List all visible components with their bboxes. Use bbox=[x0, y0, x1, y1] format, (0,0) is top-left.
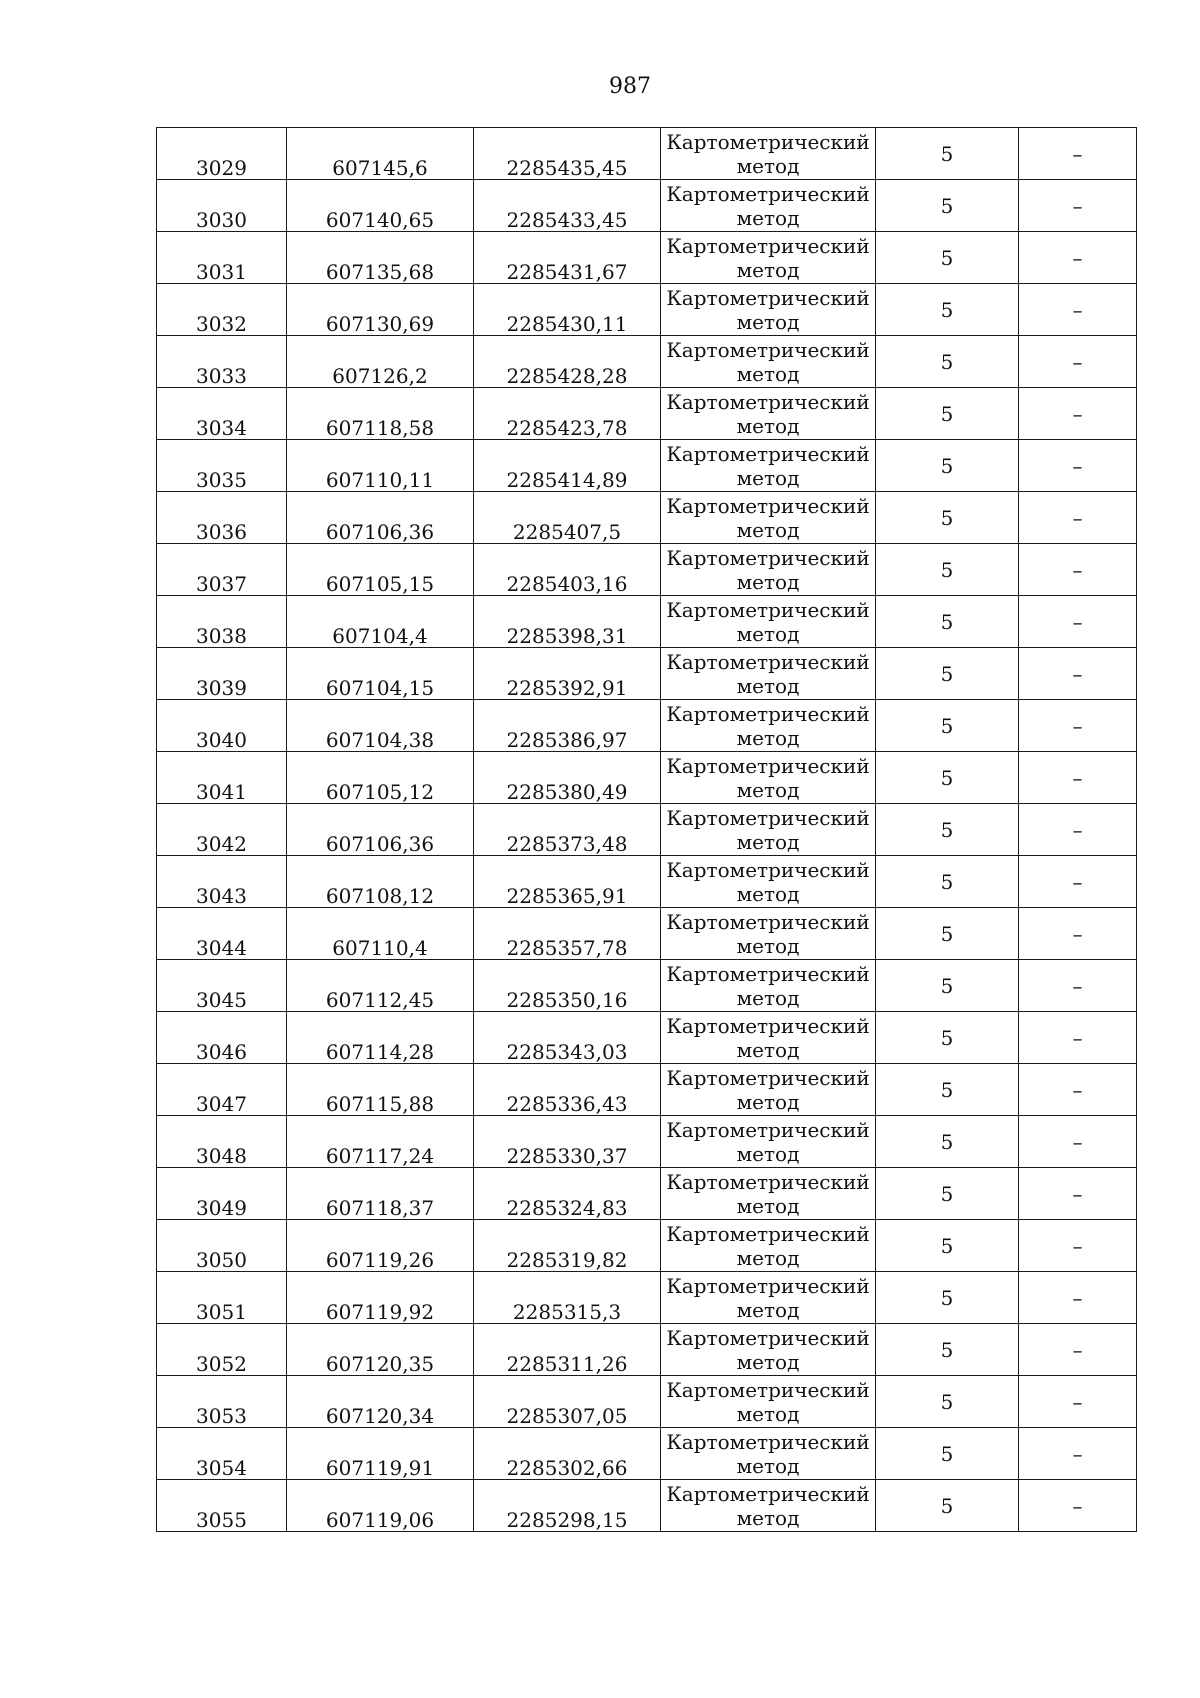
y-coordinate-cell: 2285324,83 bbox=[474, 1168, 661, 1220]
x-coordinate-cell: 607118,37 bbox=[287, 1168, 474, 1220]
accuracy-cell: 5 bbox=[876, 648, 1019, 700]
table-row bbox=[157, 1064, 1137, 1116]
method-line-2: метод bbox=[736, 985, 800, 1010]
method-line-1: Картометрический bbox=[666, 597, 870, 622]
description-cell: – bbox=[1019, 1272, 1137, 1324]
y-coordinate-cell: 2285428,28 bbox=[474, 336, 661, 388]
x-coordinate-cell: 607140,65 bbox=[287, 180, 474, 232]
y-coordinate-cell: 2285365,91 bbox=[474, 856, 661, 908]
table-row bbox=[157, 180, 1137, 232]
method-line-2: метод bbox=[736, 673, 800, 698]
point-number-cell: 3036 bbox=[157, 492, 287, 544]
x-coordinate-cell: 607119,92 bbox=[287, 1272, 474, 1324]
x-coordinate-cell: 607120,35 bbox=[287, 1324, 474, 1376]
method-line-1: Картометрический bbox=[666, 545, 870, 570]
accuracy-cell: 5 bbox=[876, 1064, 1019, 1116]
x-coordinate-cell: 607106,36 bbox=[287, 804, 474, 856]
description-cell: – bbox=[1019, 1480, 1137, 1532]
method-line-2: метод bbox=[736, 1089, 800, 1114]
table-row bbox=[157, 440, 1137, 492]
x-coordinate-cell: 607105,12 bbox=[287, 752, 474, 804]
method-line-2: метод bbox=[736, 1037, 800, 1062]
accuracy-cell: 5 bbox=[876, 1168, 1019, 1220]
x-coordinate-cell: 607135,68 bbox=[287, 232, 474, 284]
method-cell bbox=[661, 336, 876, 388]
table-row bbox=[157, 232, 1137, 284]
method-cell bbox=[661, 180, 876, 232]
table-row bbox=[157, 856, 1137, 908]
y-coordinate-cell: 2285302,66 bbox=[474, 1428, 661, 1480]
accuracy-cell: 5 bbox=[876, 804, 1019, 856]
table-row bbox=[157, 1220, 1137, 1272]
method-line-1: Картометрический bbox=[666, 337, 870, 362]
point-number-cell: 3041 bbox=[157, 752, 287, 804]
description-cell: – bbox=[1019, 804, 1137, 856]
method-line-1: Картометрический bbox=[666, 805, 870, 830]
x-coordinate-cell: 607117,24 bbox=[287, 1116, 474, 1168]
y-coordinate-cell: 2285386,97 bbox=[474, 700, 661, 752]
method-cell bbox=[661, 388, 876, 440]
y-coordinate-cell: 2285430,11 bbox=[474, 284, 661, 336]
y-coordinate-cell: 2285407,5 bbox=[474, 492, 661, 544]
accuracy-cell: 5 bbox=[876, 180, 1019, 232]
method-line-1: Картометрический bbox=[666, 857, 870, 882]
method-line-2: метод bbox=[736, 829, 800, 854]
y-coordinate-cell: 2285398,31 bbox=[474, 596, 661, 648]
accuracy-cell: 5 bbox=[876, 1220, 1019, 1272]
description-cell: – bbox=[1019, 128, 1137, 180]
accuracy-cell: 5 bbox=[876, 232, 1019, 284]
description-cell: – bbox=[1019, 856, 1137, 908]
accuracy-cell: 5 bbox=[876, 1116, 1019, 1168]
table-row bbox=[157, 804, 1137, 856]
description-cell: – bbox=[1019, 544, 1137, 596]
point-number-cell: 3037 bbox=[157, 544, 287, 596]
method-cell bbox=[661, 284, 876, 336]
description-cell: – bbox=[1019, 1376, 1137, 1428]
x-coordinate-cell: 607119,26 bbox=[287, 1220, 474, 1272]
table-row bbox=[157, 388, 1137, 440]
x-coordinate-cell: 607130,69 bbox=[287, 284, 474, 336]
accuracy-cell: 5 bbox=[876, 1012, 1019, 1064]
y-coordinate-cell: 2285431,67 bbox=[474, 232, 661, 284]
method-line-2: метод bbox=[736, 725, 800, 750]
table-row bbox=[157, 1272, 1137, 1324]
method-line-1: Картометрический bbox=[666, 1377, 870, 1402]
method-line-1: Картометрический bbox=[666, 233, 870, 258]
table-row bbox=[157, 284, 1137, 336]
method-cell bbox=[661, 960, 876, 1012]
y-coordinate-cell: 2285350,16 bbox=[474, 960, 661, 1012]
point-number-cell: 3045 bbox=[157, 960, 287, 1012]
accuracy-cell: 5 bbox=[876, 492, 1019, 544]
method-cell bbox=[661, 752, 876, 804]
method-line-2: метод bbox=[736, 933, 800, 958]
method-line-2: метод bbox=[736, 621, 800, 646]
table-row bbox=[157, 128, 1137, 180]
table-row bbox=[157, 908, 1137, 960]
method-line-1: Картометрический bbox=[666, 1429, 870, 1454]
description-cell: – bbox=[1019, 1116, 1137, 1168]
point-number-cell: 3033 bbox=[157, 336, 287, 388]
x-coordinate-cell: 607104,4 bbox=[287, 596, 474, 648]
method-line-2: метод bbox=[736, 465, 800, 490]
table-row bbox=[157, 1428, 1137, 1480]
x-coordinate-cell: 607104,15 bbox=[287, 648, 474, 700]
point-number-cell: 3034 bbox=[157, 388, 287, 440]
table-row bbox=[157, 1116, 1137, 1168]
method-cell bbox=[661, 1064, 876, 1116]
accuracy-cell: 5 bbox=[876, 128, 1019, 180]
method-line-2: метод bbox=[736, 413, 800, 438]
description-cell: – bbox=[1019, 180, 1137, 232]
table-row bbox=[157, 960, 1137, 1012]
y-coordinate-cell: 2285433,45 bbox=[474, 180, 661, 232]
x-coordinate-cell: 607119,06 bbox=[287, 1480, 474, 1532]
method-line-1: Картометрический bbox=[666, 441, 870, 466]
method-line-1: Картометрический bbox=[666, 1117, 870, 1142]
method-line-2: метод bbox=[736, 1453, 800, 1478]
y-coordinate-cell: 2285392,91 bbox=[474, 648, 661, 700]
method-cell bbox=[661, 1168, 876, 1220]
table-row bbox=[157, 1324, 1137, 1376]
accuracy-cell: 5 bbox=[876, 1480, 1019, 1532]
method-line-1: Картометрический bbox=[666, 753, 870, 778]
method-cell bbox=[661, 544, 876, 596]
point-number-cell: 3053 bbox=[157, 1376, 287, 1428]
table-row bbox=[157, 1376, 1137, 1428]
description-cell: – bbox=[1019, 1324, 1137, 1376]
y-coordinate-cell: 2285315,3 bbox=[474, 1272, 661, 1324]
y-coordinate-cell: 2285423,78 bbox=[474, 388, 661, 440]
accuracy-cell: 5 bbox=[876, 856, 1019, 908]
method-cell bbox=[661, 128, 876, 180]
point-number-cell: 3047 bbox=[157, 1064, 287, 1116]
method-cell bbox=[661, 700, 876, 752]
table-row bbox=[157, 1012, 1137, 1064]
y-coordinate-cell: 2285311,26 bbox=[474, 1324, 661, 1376]
y-coordinate-cell: 2285330,37 bbox=[474, 1116, 661, 1168]
method-cell bbox=[661, 1220, 876, 1272]
description-cell: – bbox=[1019, 596, 1137, 648]
x-coordinate-cell: 607104,38 bbox=[287, 700, 474, 752]
table-row bbox=[157, 492, 1137, 544]
method-line-1: Картометрический bbox=[666, 1481, 870, 1506]
accuracy-cell: 5 bbox=[876, 284, 1019, 336]
description-cell: – bbox=[1019, 336, 1137, 388]
point-number-cell: 3042 bbox=[157, 804, 287, 856]
method-line-1: Картометрический bbox=[666, 129, 870, 154]
accuracy-cell: 5 bbox=[876, 596, 1019, 648]
description-cell: – bbox=[1019, 700, 1137, 752]
table-row bbox=[157, 648, 1137, 700]
table-row bbox=[157, 700, 1137, 752]
coordinates-table bbox=[156, 127, 1137, 1532]
method-cell bbox=[661, 1116, 876, 1168]
y-coordinate-cell: 2285373,48 bbox=[474, 804, 661, 856]
table-row bbox=[157, 1480, 1137, 1532]
table-row bbox=[157, 752, 1137, 804]
method-cell bbox=[661, 648, 876, 700]
point-number-cell: 3032 bbox=[157, 284, 287, 336]
accuracy-cell: 5 bbox=[876, 336, 1019, 388]
description-cell: – bbox=[1019, 908, 1137, 960]
x-coordinate-cell: 607114,28 bbox=[287, 1012, 474, 1064]
point-number-cell: 3049 bbox=[157, 1168, 287, 1220]
y-coordinate-cell: 2285307,05 bbox=[474, 1376, 661, 1428]
method-cell bbox=[661, 908, 876, 960]
method-cell bbox=[661, 440, 876, 492]
method-cell bbox=[661, 1012, 876, 1064]
description-cell: – bbox=[1019, 1168, 1137, 1220]
point-number-cell: 3031 bbox=[157, 232, 287, 284]
description-cell: – bbox=[1019, 1012, 1137, 1064]
method-line-2: метод bbox=[736, 361, 800, 386]
method-line-2: метод bbox=[736, 517, 800, 542]
description-cell: – bbox=[1019, 960, 1137, 1012]
point-number-cell: 3052 bbox=[157, 1324, 287, 1376]
accuracy-cell: 5 bbox=[876, 388, 1019, 440]
method-cell bbox=[661, 1324, 876, 1376]
x-coordinate-cell: 607110,11 bbox=[287, 440, 474, 492]
point-number-cell: 3044 bbox=[157, 908, 287, 960]
table-row bbox=[157, 336, 1137, 388]
x-coordinate-cell: 607108,12 bbox=[287, 856, 474, 908]
x-coordinate-cell: 607145,6 bbox=[287, 128, 474, 180]
accuracy-cell: 5 bbox=[876, 440, 1019, 492]
method-line-1: Картометрический bbox=[666, 1325, 870, 1350]
method-line-2: метод bbox=[736, 1297, 800, 1322]
description-cell: – bbox=[1019, 1064, 1137, 1116]
method-line-2: метод bbox=[736, 1401, 800, 1426]
description-cell: – bbox=[1019, 440, 1137, 492]
method-line-2: метод bbox=[736, 205, 800, 230]
y-coordinate-cell: 2285414,89 bbox=[474, 440, 661, 492]
method-line-1: Картометрический bbox=[666, 389, 870, 414]
description-cell: – bbox=[1019, 232, 1137, 284]
accuracy-cell: 5 bbox=[876, 960, 1019, 1012]
accuracy-cell: 5 bbox=[876, 1376, 1019, 1428]
page-number: 987 bbox=[609, 74, 651, 99]
x-coordinate-cell: 607119,91 bbox=[287, 1428, 474, 1480]
point-number-cell: 3055 bbox=[157, 1480, 287, 1532]
point-number-cell: 3038 bbox=[157, 596, 287, 648]
table-row bbox=[157, 1168, 1137, 1220]
description-cell: – bbox=[1019, 388, 1137, 440]
method-line-2: метод bbox=[736, 569, 800, 594]
accuracy-cell: 5 bbox=[876, 1428, 1019, 1480]
point-number-cell: 3054 bbox=[157, 1428, 287, 1480]
point-number-cell: 3030 bbox=[157, 180, 287, 232]
description-cell: – bbox=[1019, 1428, 1137, 1480]
method-line-2: метод bbox=[736, 777, 800, 802]
method-line-1: Картометрический bbox=[666, 493, 870, 518]
x-coordinate-cell: 607126,2 bbox=[287, 336, 474, 388]
method-line-1: Картометрический bbox=[666, 649, 870, 674]
point-number-cell: 3039 bbox=[157, 648, 287, 700]
table-row bbox=[157, 544, 1137, 596]
description-cell: – bbox=[1019, 752, 1137, 804]
method-line-2: метод bbox=[736, 309, 800, 334]
x-coordinate-cell: 607110,4 bbox=[287, 908, 474, 960]
description-cell: – bbox=[1019, 284, 1137, 336]
method-line-2: метод bbox=[736, 1245, 800, 1270]
method-line-1: Картометрический bbox=[666, 961, 870, 986]
description-cell: – bbox=[1019, 1220, 1137, 1272]
accuracy-cell: 5 bbox=[876, 1272, 1019, 1324]
method-line-2: метод bbox=[736, 1349, 800, 1374]
y-coordinate-cell: 2285343,03 bbox=[474, 1012, 661, 1064]
x-coordinate-cell: 607105,15 bbox=[287, 544, 474, 596]
method-line-2: метод bbox=[736, 1193, 800, 1218]
method-line-2: метод bbox=[736, 257, 800, 282]
method-line-1: Картометрический bbox=[666, 701, 870, 726]
method-line-2: метод bbox=[736, 881, 800, 906]
method-cell bbox=[661, 1480, 876, 1532]
x-coordinate-cell: 607115,88 bbox=[287, 1064, 474, 1116]
method-line-2: метод bbox=[736, 1505, 800, 1530]
table-body bbox=[157, 128, 1137, 1532]
method-cell bbox=[661, 804, 876, 856]
y-coordinate-cell: 2285403,16 bbox=[474, 544, 661, 596]
method-cell bbox=[661, 1428, 876, 1480]
method-line-1: Картометрический bbox=[666, 1169, 870, 1194]
method-line-1: Картометрический bbox=[666, 181, 870, 206]
table-row bbox=[157, 596, 1137, 648]
accuracy-cell: 5 bbox=[876, 752, 1019, 804]
y-coordinate-cell: 2285298,15 bbox=[474, 1480, 661, 1532]
method-line-1: Картометрический bbox=[666, 1221, 870, 1246]
point-number-cell: 3046 bbox=[157, 1012, 287, 1064]
method-cell bbox=[661, 596, 876, 648]
point-number-cell: 3051 bbox=[157, 1272, 287, 1324]
description-cell: – bbox=[1019, 492, 1137, 544]
y-coordinate-cell: 2285380,49 bbox=[474, 752, 661, 804]
accuracy-cell: 5 bbox=[876, 544, 1019, 596]
method-cell bbox=[661, 1272, 876, 1324]
point-number-cell: 3043 bbox=[157, 856, 287, 908]
method-line-1: Картометрический bbox=[666, 1065, 870, 1090]
method-line-2: метод bbox=[736, 153, 800, 178]
method-line-1: Картометрический bbox=[666, 909, 870, 934]
point-number-cell: 3048 bbox=[157, 1116, 287, 1168]
y-coordinate-cell: 2285435,45 bbox=[474, 128, 661, 180]
x-coordinate-cell: 607112,45 bbox=[287, 960, 474, 1012]
method-cell bbox=[661, 492, 876, 544]
point-number-cell: 3050 bbox=[157, 1220, 287, 1272]
x-coordinate-cell: 607120,34 bbox=[287, 1376, 474, 1428]
point-number-cell: 3029 bbox=[157, 128, 287, 180]
accuracy-cell: 5 bbox=[876, 1324, 1019, 1376]
method-line-1: Картометрический bbox=[666, 1273, 870, 1298]
method-cell bbox=[661, 1376, 876, 1428]
method-line-1: Картометрический bbox=[666, 1013, 870, 1038]
x-coordinate-cell: 607118,58 bbox=[287, 388, 474, 440]
y-coordinate-cell: 2285336,43 bbox=[474, 1064, 661, 1116]
method-cell bbox=[661, 856, 876, 908]
method-line-2: метод bbox=[736, 1141, 800, 1166]
accuracy-cell: 5 bbox=[876, 908, 1019, 960]
description-cell: – bbox=[1019, 648, 1137, 700]
accuracy-cell: 5 bbox=[876, 700, 1019, 752]
x-coordinate-cell: 607106,36 bbox=[287, 492, 474, 544]
method-line-1: Картометрический bbox=[666, 285, 870, 310]
point-number-cell: 3040 bbox=[157, 700, 287, 752]
y-coordinate-cell: 2285319,82 bbox=[474, 1220, 661, 1272]
method-cell bbox=[661, 232, 876, 284]
y-coordinate-cell: 2285357,78 bbox=[474, 908, 661, 960]
point-number-cell: 3035 bbox=[157, 440, 287, 492]
